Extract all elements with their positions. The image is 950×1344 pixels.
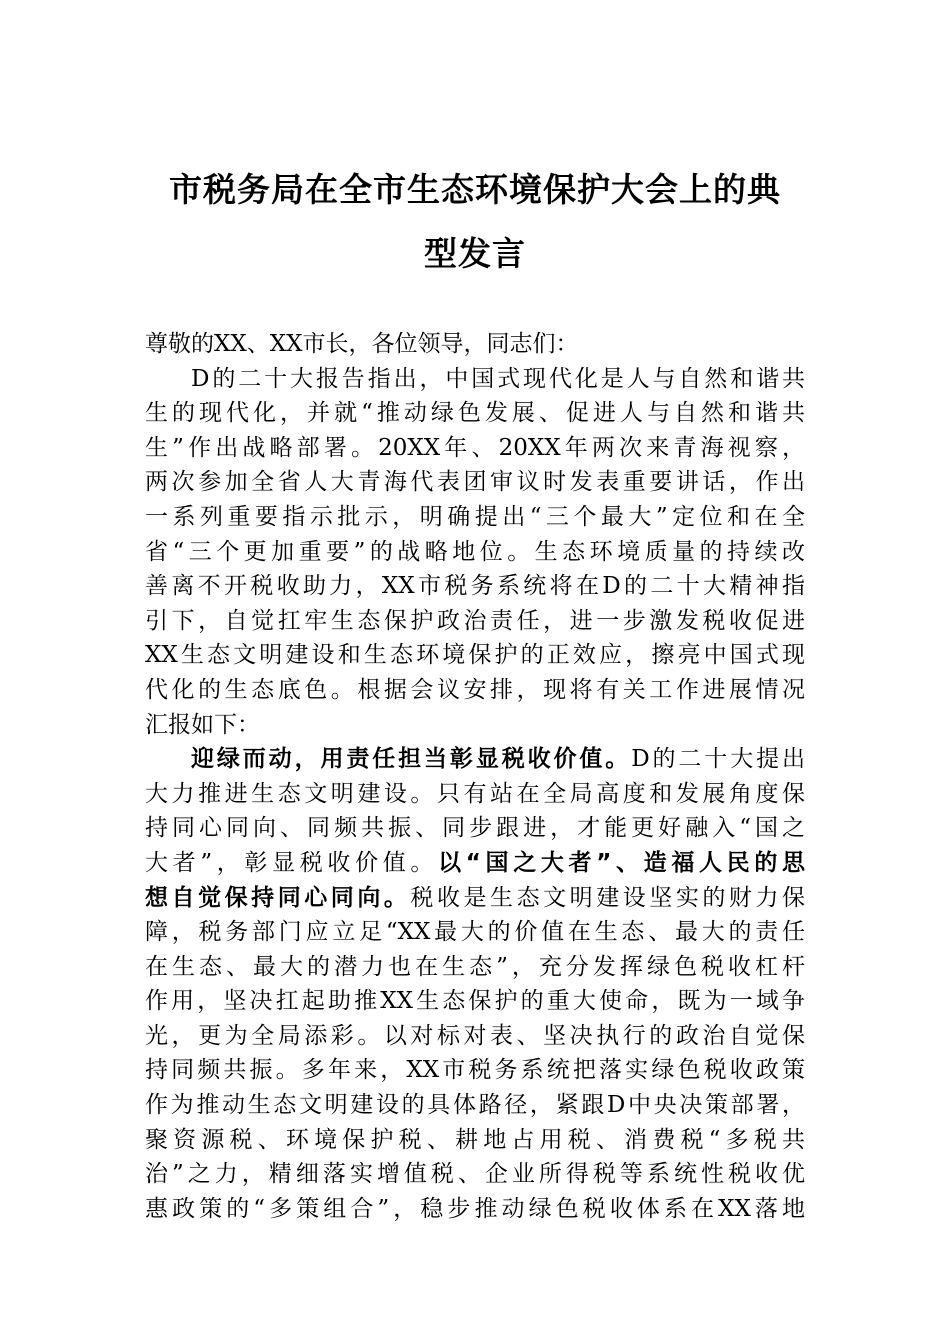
paragraph-1-line: 省“三个更加重要”的战略地位。生态环境质量的持续改 <box>145 538 805 565</box>
paragraph-1-line: 汇报如下： <box>145 711 260 738</box>
paragraph-1-line: 生”作出战略部署。20XX年、20XX年两次来青海视察， <box>145 434 805 461</box>
paragraph-2-line: 光，更为全局添彩。以对标对表、坚决执行的政治自觉保 <box>145 1022 805 1049</box>
paragraph-2-emphasis: 以“国之大者”、造福人民的思 <box>438 849 805 876</box>
paragraph-2-line: 惠政策的“多策组合”，稳步推动绿色税收体系在XX落地 <box>145 1195 805 1222</box>
paragraph-2-line: 作用，坚决扛起助推XX生态保护的重大使命，既为一域争 <box>145 988 805 1015</box>
paragraph-1-line: XX生态文明建设和生态环境保护的正效应，擦亮中国式现 <box>145 642 805 669</box>
salutation: 尊敬的XX、XX市长，各位领导，同志们： <box>145 331 579 357</box>
paragraph-2-heading: 迎绿而动，用责任担当彰显税收价值。 <box>191 746 632 773</box>
paragraph-1-line: 一系列重要指示批示，明确提出“三个最大”定位和在全 <box>145 503 805 530</box>
document-body <box>145 327 805 1226</box>
paragraph-2-text: D的二十大提出 <box>631 746 805 773</box>
paragraph-2-line: 持同心同向、同频共振、同步跟进，才能更好融入“国之 <box>145 815 805 842</box>
paragraph-1-line: D的二十大报告指出，中国式现代化是人与自然和谐共 <box>191 365 805 392</box>
title-line-1: 市税务局在全市生态环境保护大会上的典 <box>169 170 781 209</box>
paragraph-1-line: 代化的生态底色。根据会议安排，现将有关工作进展情况 <box>145 676 805 703</box>
paragraph-2-line: 大力推进生态文明建设。只有站在全局高度和发展角度保 <box>145 780 805 807</box>
paragraph-2-text: 大者”，彰显税收价值。 <box>145 849 439 876</box>
paragraph-2-emphasis: 想自觉保持同心同向。 <box>145 884 411 911</box>
title-line-2: 型发言 <box>424 234 526 273</box>
paragraph-2-line: 作为推动生态文明建设的具体路径，紧跟D中央决策部署， <box>145 1092 805 1119</box>
paragraph-1-line: 善离不开税收助力，XX市税务系统将在D的二十大精神指 <box>145 573 805 600</box>
document-title <box>145 158 805 286</box>
paragraph-2-line <box>145 881 805 916</box>
paragraph-1-line: 引下，自觉扛牢生态保护政治责任，进一步激发税收促进 <box>145 607 805 634</box>
paragraph-1-line: 两次参加全省人大青海代表团审议时发表重要讲话，作出 <box>145 469 805 496</box>
paragraph-2-text: 税收是生态文明建设坚实的财力保 <box>410 884 806 911</box>
paragraph-2-line: 聚资源税、环境保护税、耕地占用税、消费税“多税共 <box>145 1126 805 1153</box>
paragraph-2-line <box>145 846 805 881</box>
paragraph-2-line: 治”之力，精细落实增值税、企业所得税等系统性税收优 <box>145 1161 805 1188</box>
paragraph-2-line <box>145 742 805 777</box>
paragraph-2-line: 持同频共振。多年来，XX市税务系统把落实绿色税收政策 <box>145 1057 805 1084</box>
paragraph-2-line: 在生态、最大的潜力也在生态”，充分发挥绿色税收杠杆 <box>145 953 805 980</box>
paragraph-2-line: 障，税务部门应立足“XX最大的价值在生态、最大的责任 <box>145 919 805 946</box>
paragraph-1-line: 生的现代化，并就“推动绿色发展、促进人与自然和谐共 <box>145 400 805 427</box>
